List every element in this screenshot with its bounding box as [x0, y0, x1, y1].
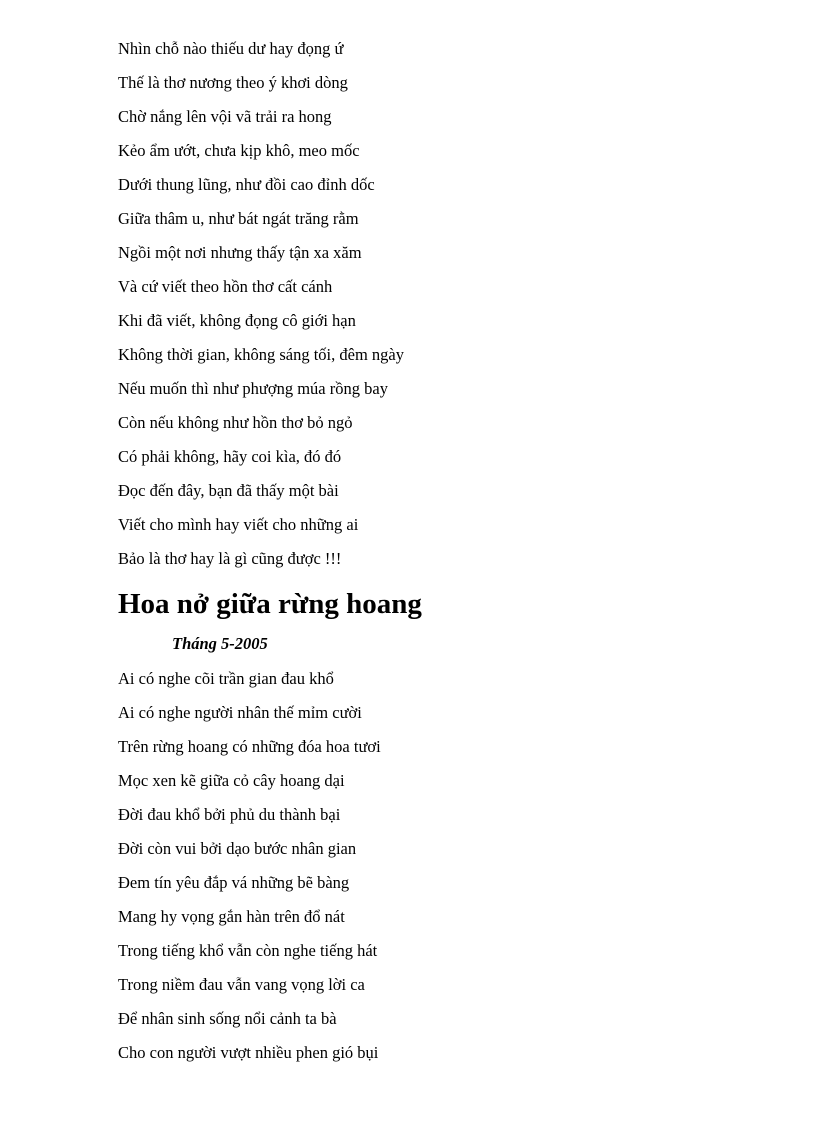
- poem-line: Mang hy vọng gắn hàn trên đổ nát: [118, 907, 345, 926]
- poem-line: Không thời gian, không sáng tối, đêm ngày: [118, 345, 404, 364]
- poem-line: Đem tín yêu đắp vá những bẽ bàng: [118, 873, 350, 892]
- poem-line: Thế là thơ nương theo ý khơi dòng: [118, 73, 348, 92]
- poem-line: Và cứ viết theo hồn thơ cất cánh: [118, 277, 333, 296]
- poem-line: Nếu muốn thì như phượng múa rồng bay: [118, 379, 388, 398]
- poem-line: Có phải không, hãy coi kìa, đó đó: [118, 447, 342, 466]
- poem-line: Ngồi một nơi nhưng thấy tận xa xăm: [118, 243, 362, 262]
- poem-line: Dưới thung lũng, như đồi cao đỉnh dốc: [118, 175, 375, 194]
- poem-line: Trên rừng hoang có những đóa hoa tươi: [118, 737, 381, 756]
- poem-2-stanza: [118, 662, 758, 1070]
- poem-line: Giữa thâm u, như bát ngát trăng rằm: [118, 209, 359, 228]
- poem-line: Viết cho mình hay viết cho những ai: [118, 515, 359, 534]
- poem-line: Đời còn vui bởi dạo bước nhân gian: [118, 839, 357, 858]
- poem-line: Mọc xen kẽ giữa cỏ cây hoang dại: [118, 771, 345, 790]
- poem-line: Kẻo ẩm ướt, chưa kịp khô, meo mốc: [118, 141, 360, 160]
- poem-line: Trong tiếng khổ vẫn còn nghe tiếng hát: [118, 941, 378, 960]
- poem-line: Đời đau khổ bởi phủ du thành bại: [118, 805, 341, 824]
- poem-1-stanza: [118, 32, 758, 576]
- poem-line: Khi đã viết, không đọng cô giới hạn: [118, 311, 356, 330]
- poem-title: Hoa nở giữa rừng hoang: [118, 588, 422, 620]
- poem-line: Bảo là thơ hay là gì cũng được !!!: [118, 549, 342, 568]
- poem-line: Để nhân sinh sống nổi cảnh ta bà: [118, 1009, 337, 1028]
- poem-line: Chờ nắng lên vội vã trải ra hong: [118, 107, 332, 126]
- poem-date: Tháng 5-2005: [172, 634, 268, 653]
- poem-line: Đọc đến đây, bạn đã thấy một bài: [118, 481, 339, 500]
- poem-line: Cho con người vượt nhiều phen gió bụi: [118, 1043, 379, 1062]
- poem-line: Trong niềm đau vẫn vang vọng lời ca: [118, 975, 365, 994]
- poem-line: Nhìn chỗ nào thiếu dư hay đọng ứ: [118, 39, 344, 58]
- poem-line: Ai có nghe người nhân thế mỉm cười: [118, 703, 362, 722]
- poem-line: Còn nếu không như hồn thơ bỏ ngỏ: [118, 413, 353, 432]
- poem-line: Ai có nghe cõi trần gian đau khổ: [118, 669, 334, 688]
